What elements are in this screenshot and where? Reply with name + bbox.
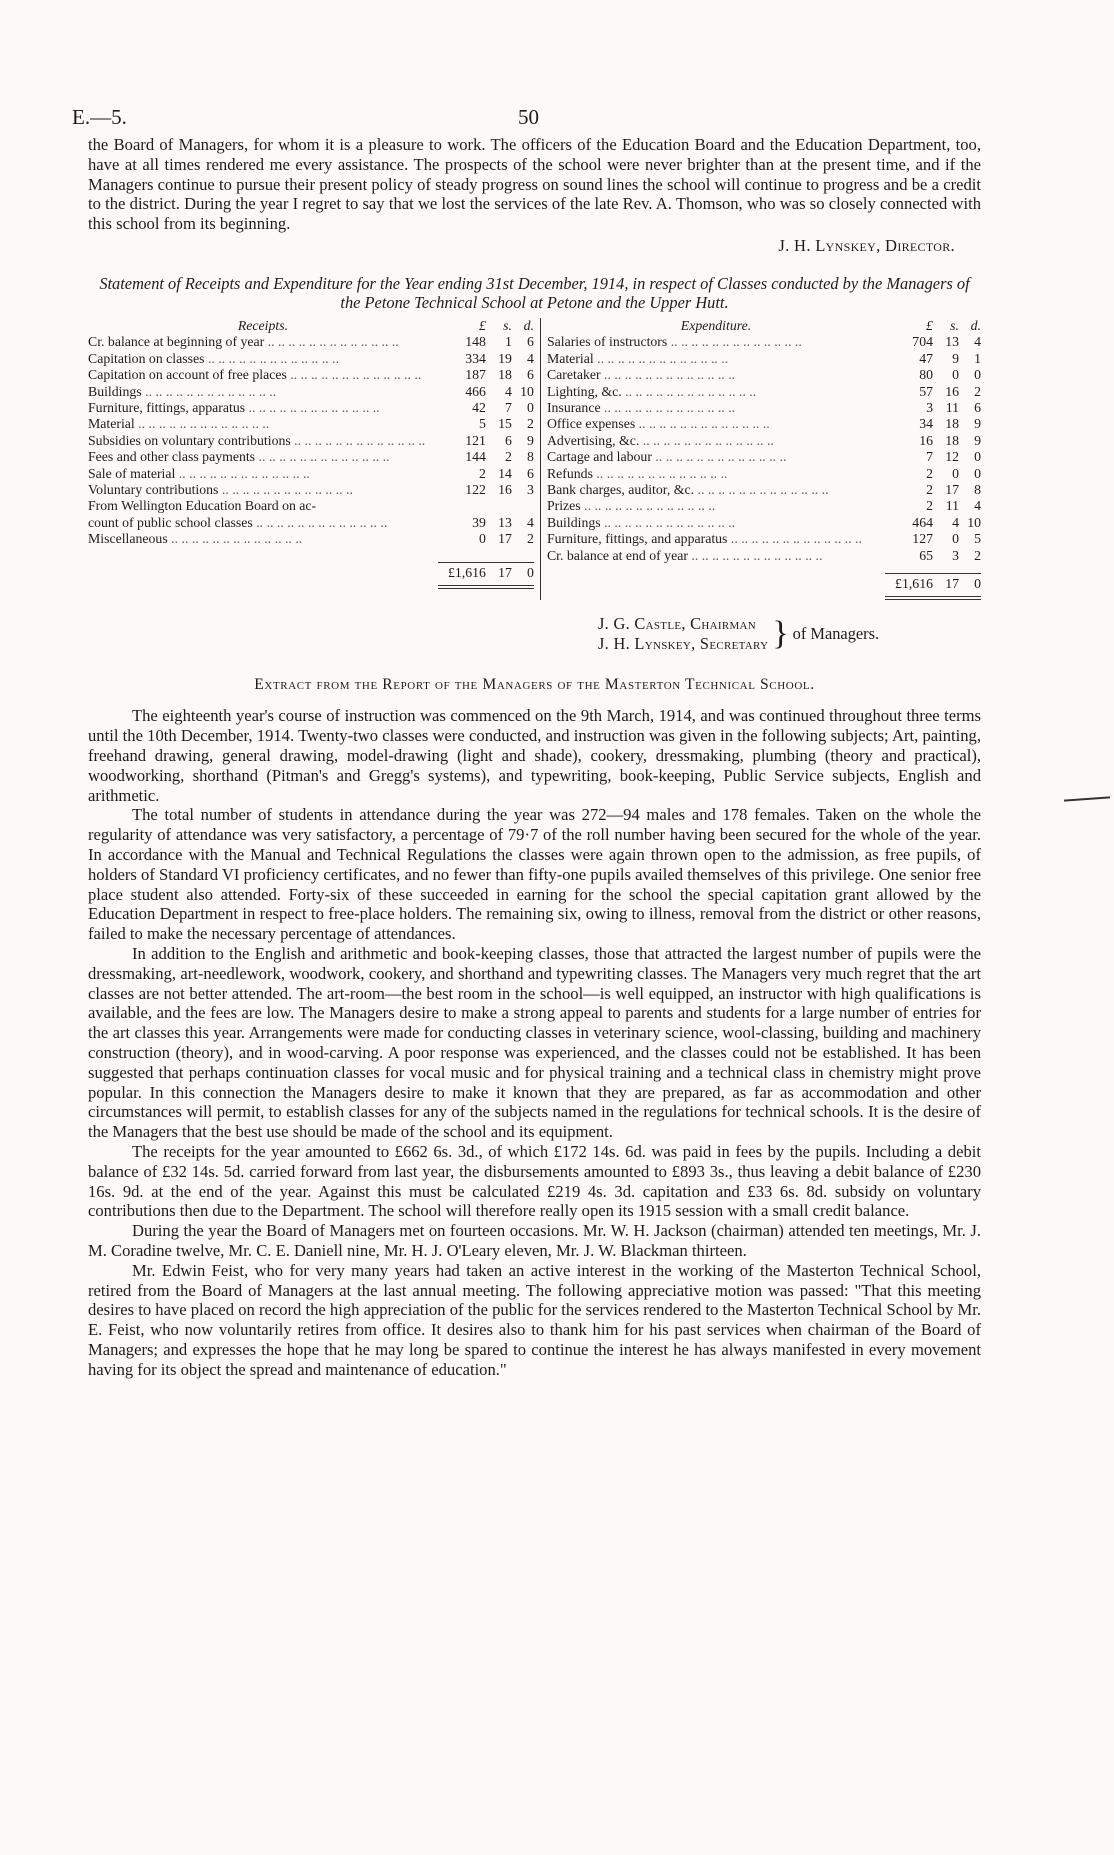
leader-dots: .. .. .. .. .. .. .. .. .. .. .. .. ..: [175, 465, 310, 481]
amount-pounds: 7: [926, 449, 933, 465]
expenditure-column: [541, 318, 981, 601]
leader-dots: .. .. .. .. .. .. .. .. .. .. .. .. ..: [580, 498, 716, 514]
managers-signatories: [598, 614, 981, 654]
leader-dots: .. .. .. .. .. .. .. .. .. .. .. .. ..: [252, 514, 388, 530]
amount-shillings: 17: [945, 482, 959, 498]
row-label: Cartage and labour .. .. .. .. .. .. .. .. .. .. .. .. ..: [546, 449, 787, 465]
receipt-row: [88, 482, 534, 498]
row-label: From Wellington Education Board on ac-: [88, 498, 317, 514]
brace-glyph: }: [772, 615, 789, 653]
receipts-rows: [88, 334, 534, 547]
amount-pence: 3: [527, 482, 534, 498]
row-label: Furniture, fittings, and apparatus .. .. .. .. .. .. .. .. .. .. .. .. ..: [546, 531, 862, 547]
receipt-row: [88, 416, 534, 432]
amount: [438, 400, 534, 416]
accounts-table: [88, 318, 981, 601]
amount-pence: 9: [527, 432, 534, 448]
extract-paragraph: The total number of students in attendance during the year was 272—94 males and 178 females. Taken on the whole the regularity of attendance was very satisfactory, a percentage of 79·7 of the roll number having been secured for the whole of the year. In accordance with the Manual and Technical Regulations the classes were again thrown open to the admission, as free pupils, of holders of Standard VI proficiency certificates, and no fewer than fifty-one pupils availed themselves of this privilege. One senior free place student also attended. Forty-six of these succeeded in earning for the school the special capitation grant allowed by the Education Department in respect to free-place holders. The remaining six, owing to illness, removal from the district or other reasons, failed to make the necessary percentage of attendances.: [88, 805, 981, 944]
receipt-row: [88, 498, 534, 514]
amount-pence: 2: [974, 383, 981, 399]
amount: [885, 466, 981, 482]
amount-pence: 0: [527, 400, 534, 416]
receipt-row: [88, 466, 534, 482]
amount-pence: 6: [527, 334, 534, 350]
amount: [885, 433, 981, 449]
receipt-row: [88, 334, 534, 350]
amount: [438, 416, 534, 432]
amount-shillings: 18: [945, 432, 959, 448]
amount-pence: 0: [974, 465, 981, 481]
expenditure-header: [547, 318, 981, 334]
amount-pounds: 466: [465, 383, 486, 399]
amount-pounds: 65: [919, 547, 933, 563]
amount-pounds: 334: [465, 350, 486, 366]
row-label: Bank charges, auditor, &c. .. .. .. .. .. .. .. .. .. .. .. .. ..: [546, 482, 829, 498]
document-page: [72, 105, 981, 1380]
pounds-header: £: [479, 317, 486, 333]
amount-pounds: 121: [465, 432, 486, 448]
amount-shillings: 17: [498, 531, 512, 547]
amount-pounds: 2: [926, 465, 933, 481]
amount-pounds: 34: [919, 416, 933, 432]
amount: [438, 433, 534, 449]
amount-pounds: 57: [919, 383, 933, 399]
amount: [438, 384, 534, 400]
amount-shillings: 11: [945, 400, 959, 416]
amount: [438, 351, 534, 367]
leader-dots: .. .. .. .. .. .. .. .. .. .. .. .. ..: [255, 449, 390, 465]
page-number: 50: [518, 105, 539, 129]
amount-pence: 4: [527, 514, 534, 530]
leader-dots: .. .. .. .. .. .. .. .. .. .. .. .. ..: [651, 449, 787, 465]
row-label: Furniture, fittings, apparatus .. .. .. .. .. .. .. .. .. .. .. .. ..: [88, 400, 380, 416]
receipt-row: [88, 531, 534, 547]
amount-pence: 8: [974, 482, 981, 498]
row-label: Miscellaneous .. .. .. .. .. .. .. .. .. .. .. .. ..: [88, 531, 303, 547]
amount-shillings: 19: [498, 350, 512, 366]
amount: [885, 515, 981, 531]
amount: [885, 498, 981, 514]
amount-pence: 9: [974, 416, 981, 432]
expenditure-rows: [547, 334, 981, 564]
receipts-total: [438, 562, 534, 581]
managers-group-label: of Managers.: [792, 624, 880, 644]
amount-pounds: 148: [465, 334, 486, 350]
receipt-row: [88, 351, 534, 367]
amount-pence: 8: [527, 449, 534, 465]
row-label: Lighting, &c. .. .. .. .. .. .. .. .. .. .. .. .. ..: [546, 383, 757, 399]
amount-shillings: 16: [945, 383, 959, 399]
amount-pence: 6: [974, 400, 981, 416]
row-label: Material .. .. .. .. .. .. .. .. .. .. .. .. ..: [88, 416, 270, 432]
amount-shillings: 16: [498, 482, 512, 498]
amount-pounds: 2: [479, 465, 486, 481]
amount-pence: 2: [527, 416, 534, 432]
row-label: count of public school classes .. .. .. .. .. .. .. .. .. .. .. .. ..: [88, 514, 388, 530]
leader-dots: .. .. .. .. .. .. .. .. .. .. .. .. ..: [264, 334, 399, 350]
amount-shillings: 14: [498, 465, 512, 481]
row-label: Material .. .. .. .. .. .. .. .. .. .. .. .. ..: [546, 350, 729, 366]
pence-header: d.: [970, 317, 981, 333]
amount: [885, 531, 981, 547]
receipts-header: [88, 318, 534, 334]
expenditure-total: [885, 573, 981, 592]
amount: [438, 515, 534, 531]
receipt-row: [88, 449, 534, 465]
row-label: Buildings .. .. .. .. .. .. .. .. .. .. .. .. ..: [546, 514, 736, 530]
intro-signature: J. H. Lynskey, Director.: [778, 235, 955, 255]
amount-pounds: 122: [465, 482, 486, 498]
amount-pounds: 42: [472, 400, 486, 416]
receipt-row: [88, 400, 534, 416]
pounds-header: £: [926, 317, 933, 333]
amount-pence: 0: [974, 367, 981, 383]
row-label: Cr. balance at beginning of year .. .. .. .. .. .. .. .. .. .. .. .. ..: [88, 334, 399, 350]
leader-dots: .. .. .. .. .. .. .. .. .. .. .. .. ..: [204, 350, 340, 366]
expenditure-row: [547, 449, 981, 465]
amount-pounds: 144: [465, 449, 486, 465]
receipts-total-rule: [438, 585, 534, 589]
amount-shillings: 15: [498, 416, 512, 432]
amount-pounds: 39: [472, 514, 486, 530]
amount-pounds: 47: [919, 350, 933, 366]
amount: [885, 384, 981, 400]
receipt-row: [88, 515, 534, 531]
amount-pounds: 5: [479, 416, 486, 432]
expenditure-row: [547, 515, 981, 531]
amount: [885, 367, 981, 383]
expenditure-row: [547, 498, 981, 514]
amount-pence: 2: [527, 531, 534, 547]
leader-dots: .. .. .. .. .. .. .. .. .. .. .. .. ..: [218, 482, 353, 498]
leader-dots: .. .. .. .. .. .. .. .. .. .. .. .. ..: [141, 383, 277, 399]
document-code: E.—5.: [72, 105, 127, 129]
receipts-total-pounds: £1,616: [448, 564, 486, 580]
amount-shillings: 6: [505, 432, 512, 448]
amount-shillings: 18: [945, 416, 959, 432]
intro-paragraph: the Board of Managers, for whom it is a pleasure to work. The officers of the Education Board and the Education Department, too, have at all times rendered me every assistance. The prospects of the school were never brighter than at the present time, and if the Managers continue to pursue their present policy of steady progress on sound lines the school will continue to progress and be a credit to the district. During the year I regret to say that we lost the services of the late Rev. A. Thomson, who was so closely connected with this school from its beginning.: [88, 135, 981, 234]
amount-pounds: 0: [479, 531, 486, 547]
expenditure-row: [547, 384, 981, 400]
row-label: Voluntary contributions .. .. .. .. .. .. .. .. .. .. .. .. ..: [88, 482, 353, 498]
expenditure-row: [547, 548, 981, 564]
leader-dots: .. .. .. .. .. .. .. .. .. .. .. .. ..: [134, 416, 270, 432]
row-label: Sale of material .. .. .. .. .. .. .. .. .. .. .. .. ..: [88, 465, 310, 481]
amount-pounds: 2: [926, 482, 933, 498]
row-label: Salaries of instructors .. .. .. .. .. .. .. .. .. .. .. .. ..: [546, 334, 802, 350]
leader-dots: .. .. .. .. .. .. .. .. .. .. .. .. ..: [639, 432, 774, 448]
leader-dots: .. .. .. .. .. .. .. .. .. .. .. .. ..: [245, 400, 380, 416]
leader-dots: .. .. .. .. .. .. .. .. .. .. .. .. ..: [621, 383, 757, 399]
amount-shillings: 7: [505, 400, 512, 416]
receipt-row: [88, 433, 534, 449]
receipts-heading: Receipts.: [237, 317, 289, 333]
amount: [885, 548, 981, 564]
amount-pence: 4: [974, 498, 981, 514]
amount-pounds: 80: [919, 367, 933, 383]
expenditure-total-pence: 0: [974, 576, 981, 592]
amount-pence: 10: [520, 383, 534, 399]
leader-dots: .. .. .. .. .. .. .. .. .. .. .. .. ..: [592, 465, 728, 481]
row-label: Advertising, &c. .. .. .. .. .. .. .. .. .. .. .. .. ..: [546, 432, 774, 448]
amount-pounds: 3: [926, 400, 933, 416]
amount: [885, 334, 981, 350]
amount-shillings: 1: [505, 334, 512, 350]
expenditure-row: [547, 466, 981, 482]
amount: [885, 416, 981, 432]
amount-pounds: 464: [912, 514, 933, 530]
receipt-row: [88, 367, 534, 383]
amount: [438, 334, 534, 350]
row-label: Fees and other class payments .. .. .. .. .. .. .. .. .. .. .. .. ..: [88, 449, 390, 465]
leader-dots: .. .. .. .. .. .. .. .. .. .. .. .. ..: [600, 367, 736, 383]
leader-dots: .. .. .. .. .. .. .. .. .. .. .. .. ..: [694, 482, 829, 498]
amount-pounds: 2: [926, 498, 933, 514]
row-label: Buildings .. .. .. .. .. .. .. .. .. .. .. .. ..: [88, 383, 277, 399]
receipts-total-pence: 0: [527, 564, 534, 580]
receipts-total-shillings: 17: [498, 564, 512, 580]
amount-shillings: 11: [945, 498, 959, 514]
amount-pounds: 127: [912, 531, 933, 547]
expenditure-currency-headers: [885, 318, 981, 334]
leader-dots: .. .. .. .. .. .. .. .. .. .. .. .. ..: [727, 531, 862, 547]
amount-shillings: 2: [505, 449, 512, 465]
row-label: Subsidies on voluntary contributions .. .. .. .. .. .. .. .. .. .. .. .. ..: [88, 432, 426, 448]
extract-paragraph: In addition to the English and arithmetic and book-keeping classes, those that attracted the largest number of pupils were the dressmaking, art-needlework, woodwork, cookery, and shorthand and typewriting classes. The Managers very much regret that the art classes are not better attended. The art-room—the best room in the school—is well equipped, an instructor with high qualifications is available, and the fees are low. The Managers desire to make a strong appeal to parents and students for a large number of entries for the art classes this year. Arrangements were made for conducting classes in veterinary science, wool-classing, building and machinery construction (theory), and in wood-carving. A poor response was experienced, and the classes could not be established. It has been suggested that perhaps continuation classes for vocal music and for physical training and a technical class in chemistry might prove popular. In this connection the Managers desire to make it known that they are prepared, as far as accommodation and other circumstances will permit, to establish classes for any of the subjects named in the regulations for technical schools. It is the desire of the Managers that the best use should be made of the school and its equipment.: [88, 944, 981, 1142]
expenditure-total-pounds: £1,616: [895, 576, 933, 592]
extract-paragraph: During the year the Board of Managers met on fourteen occasions. Mr. W. H. Jackson (chairman) attended ten meetings, Mr. J. M. Coradine twelve, Mr. C. E. Daniell nine, Mr. H. J. O'Leary eleven, Mr. J. W. Blackman thirteen.: [88, 1221, 981, 1260]
row-label: Office expenses .. .. .. .. .. .. .. .. .. .. .. .. ..: [546, 416, 770, 432]
row-label: Refunds .. .. .. .. .. .. .. .. .. .. .. .. ..: [546, 465, 728, 481]
amount: [438, 449, 534, 465]
extract-paragraph: The receipts for the year amounted to £662 6s. 3d., of which £172 14s. 6d. was paid in fees by the pupils. Including a debit balance of £32 14s. 5d. carried forward from last year, the disbursements amounted to £893 3s., thus leaving a debit balance of £230 16s. 9d. at the end of the year. Against this must be calculated £219 4s. 3d. capitation and £33 6s. 8d. subsidy on voluntary contributions then due to the Department. The school will therefore really open its 1915 session with a small credit balance.: [88, 1142, 981, 1221]
receipt-row: [88, 384, 534, 400]
amount-shillings: 13: [945, 334, 959, 350]
pence-header: d.: [523, 317, 534, 333]
amount-shillings: 4: [505, 383, 512, 399]
amount-shillings: 9: [952, 350, 959, 366]
amount: [885, 449, 981, 465]
leader-dots: .. .. .. .. .. .. .. .. .. .. .. .. ..: [286, 367, 422, 383]
expenditure-row: [547, 531, 981, 547]
leader-dots: .. .. .. .. .. .. .. .. .. .. .. .. ..: [600, 514, 736, 530]
amount-shillings: 0: [952, 367, 959, 383]
amount-pounds: 704: [912, 334, 933, 350]
expenditure-row: [547, 351, 981, 367]
expenditure-total-shillings: 17: [945, 576, 959, 592]
amount-pence: 6: [527, 465, 534, 481]
row-label: Capitation on classes .. .. .. .. .. .. .. .. .. .. .. .. ..: [88, 350, 340, 366]
row-label: Cr. balance at end of year .. .. .. .. .. .. .. .. .. .. .. .. ..: [546, 547, 823, 563]
amount-pence: 2: [974, 547, 981, 563]
leader-dots: .. .. .. .. .. .. .. .. .. .. .. .. ..: [600, 400, 736, 416]
margin-mark: [1064, 796, 1110, 801]
extract-title: Extract from the Report of the Managers of the Masterton Technical School.: [254, 676, 815, 694]
amount-pence: 9: [974, 432, 981, 448]
shillings-header: s.: [503, 317, 512, 333]
leader-dots: .. .. .. .. .. .. .. .. .. .. .. .. ..: [667, 334, 802, 350]
extract-paragraph: The eighteenth year's course of instruction was commenced on the 9th March, 1914, and was continued throughout three terms until the 10th December, 1914. Twenty-two classes were conducted, and instruction was given in the following subjects; Art, painting, freehand drawing, general drawing, model-drawing (light and shade), cookery, dressmaking, plumbing (theory and practical), woodworking, shorthand (Pitman's and Gregg's systems), and typewriting, book-keeping, Public Service subjects, English and arithmetic.: [88, 706, 981, 805]
receipts-currency-headers: [438, 318, 534, 334]
leader-dots: .. .. .. .. .. .. .. .. .. .. .. .. ..: [593, 350, 729, 366]
row-label: Insurance .. .. .. .. .. .. .. .. .. .. .. .. ..: [546, 400, 736, 416]
chairman-signature: J. G. Castle, Chairman: [598, 614, 757, 634]
expenditure-row: [547, 416, 981, 432]
leader-dots: .. .. .. .. .. .. .. .. .. .. .. .. ..: [167, 531, 303, 547]
amount-shillings: 4: [952, 514, 959, 530]
amount-pence: 1: [974, 350, 981, 366]
leader-dots: .. .. .. .. .. .. .. .. .. .. .. .. ..: [635, 416, 770, 432]
leader-dots: .. .. .. .. .. .. .. .. .. .. .. .. ..: [687, 547, 823, 563]
expenditure-total-rule: [885, 596, 981, 600]
amount: [885, 482, 981, 498]
amount-pence: 10: [967, 514, 981, 530]
amount: [438, 531, 534, 547]
extract-paragraph: Mr. Edwin Feist, who for very many years had taken an active interest in the working of the Masterton Technical School, retired from the Board of Managers at the last annual meeting. The following appreciative motion was passed: "That this meeting desires to have placed on record the high appreciation of the public for the services rendered to the Masterton Technical School by Mr. E. Feist, who now voluntarily retires from office. It desires also to thank him for his past services when chairman of the Board of Managers; and expresses the hope that he may long be spared to continue the interest he has always manifested in every movement having for its object the spread and maintenance of education.": [88, 1260, 981, 1379]
amount-shillings: 0: [952, 531, 959, 547]
amount-pence: 0: [974, 449, 981, 465]
amount-pounds: 16: [919, 432, 933, 448]
amount-pence: 4: [974, 334, 981, 350]
amount-shillings: 3: [952, 547, 959, 563]
leader-dots: .. .. .. .. .. .. .. .. .. .. .. .. ..: [290, 432, 426, 448]
page-header: [72, 105, 981, 135]
secretary-signature: J. H. Lynskey, Secretary: [598, 634, 769, 654]
extract-body: [88, 706, 981, 1379]
amount: [885, 400, 981, 416]
receipts-column: [88, 318, 541, 601]
amount-pounds: 187: [465, 367, 486, 383]
shillings-header: s.: [950, 317, 959, 333]
row-label: Caretaker .. .. .. .. .. .. .. .. .. .. .. .. ..: [546, 367, 736, 383]
amount: [438, 466, 534, 482]
amount-shillings: 13: [498, 514, 512, 530]
amount-shillings: 12: [945, 449, 959, 465]
amount-pence: 4: [527, 350, 534, 366]
expenditure-row: [547, 367, 981, 383]
amount-shillings: 0: [952, 465, 959, 481]
amount: [885, 351, 981, 367]
amount-pence: 5: [974, 531, 981, 547]
statement-title: Statement of Receipts and Expenditure for the Year ending 31st December, 1914, in respect of Classes conducted by the Managers of the Petone Technical School at Petone and the Upper Hutt.: [99, 273, 970, 312]
expenditure-heading: Expenditure.: [680, 317, 752, 333]
expenditure-row: [547, 334, 981, 350]
row-label: Prizes .. .. .. .. .. .. .. .. .. .. .. .. ..: [546, 498, 716, 514]
receipts-total-row: [88, 562, 534, 581]
amount: [438, 367, 534, 383]
amount-pence: 6: [527, 367, 534, 383]
expenditure-row: [547, 433, 981, 449]
expenditure-row: [547, 482, 981, 498]
expenditure-row: [547, 400, 981, 416]
row-label: Capitation on account of free places .. .. .. .. .. .. .. .. .. .. .. .. ..: [88, 367, 422, 383]
amount: [438, 482, 534, 498]
amount-shillings: 18: [498, 367, 512, 383]
expenditure-total-row: [547, 573, 981, 592]
signatory-names: [598, 614, 768, 654]
